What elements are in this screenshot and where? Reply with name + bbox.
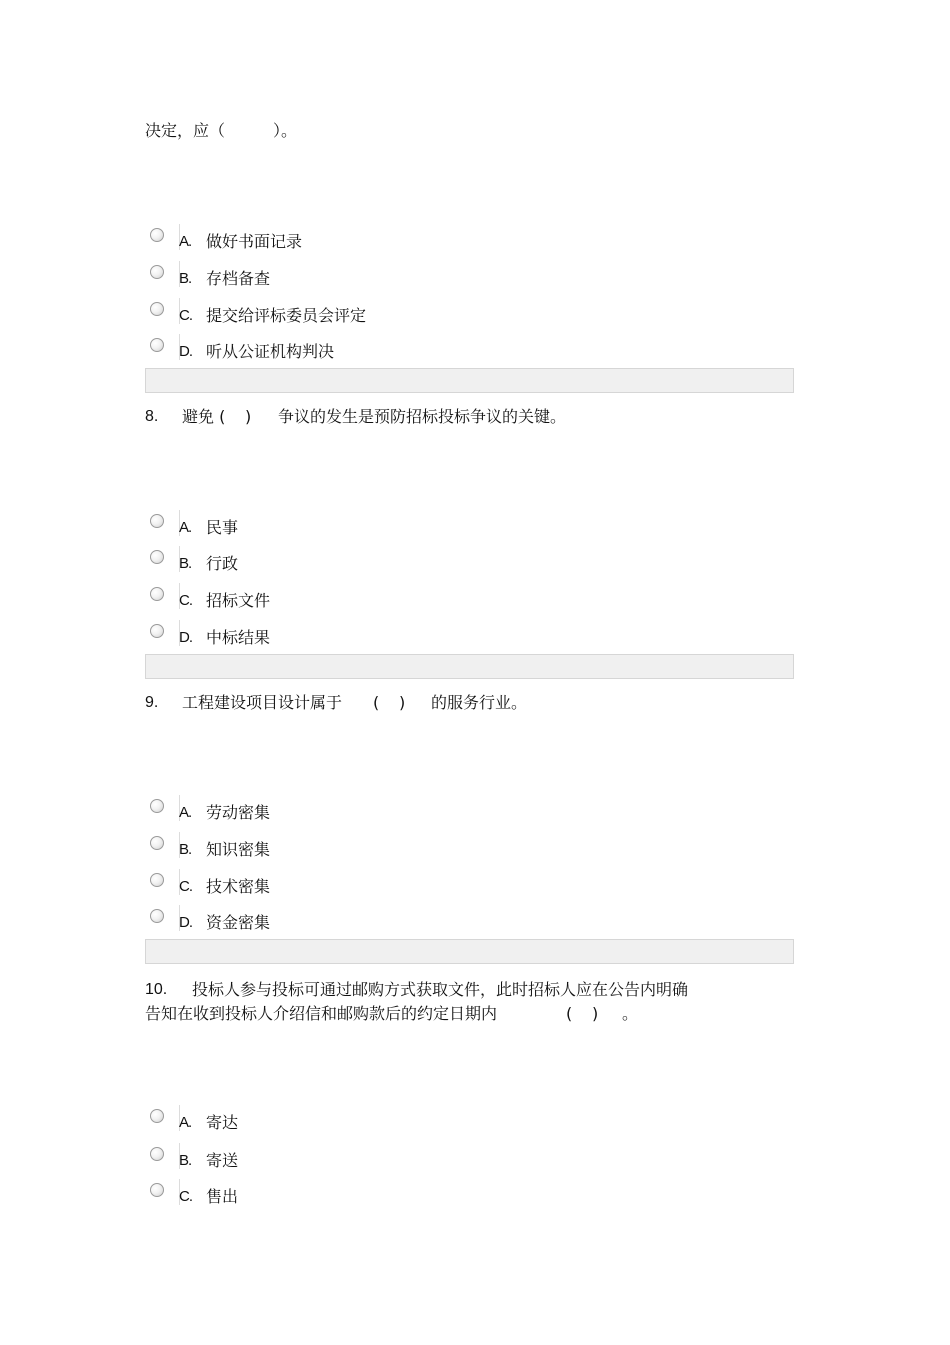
- radio-circle-icon: [150, 587, 164, 601]
- q7-option-c-radio[interactable]: [147, 298, 180, 324]
- q9-option-d-text: 资金密集: [206, 913, 271, 932]
- q8-stem-part-a: 避免 (: [182, 407, 226, 426]
- q8-option-a-letter: A.: [179, 519, 192, 536]
- radio-circle-icon: [150, 550, 164, 564]
- q8-option-d-radio[interactable]: [147, 620, 180, 646]
- q7-option-a-radio[interactable]: [147, 224, 180, 250]
- q9-option-b-letter: B.: [179, 841, 192, 858]
- q10-option-a-radio[interactable]: [147, 1105, 180, 1131]
- radio-circle-icon: [150, 836, 164, 850]
- radio-circle-icon: [150, 1109, 164, 1123]
- radio-circle-icon: [150, 514, 164, 528]
- q9-option-a-radio[interactable]: [147, 795, 180, 821]
- q8-option-a-radio[interactable]: [147, 510, 180, 536]
- q8-stem-part-b: ): [245, 407, 252, 426]
- q10-option-b-letter: B.: [179, 1152, 192, 1169]
- radio-circle-icon: [150, 873, 164, 887]
- radio-circle-icon: [150, 302, 164, 316]
- q7-option-a-text: 做好书面记录: [206, 232, 303, 251]
- radio-circle-icon: [150, 228, 164, 242]
- q10-stem-part-b: (: [566, 1004, 573, 1023]
- q10-option-c-letter: C.: [179, 1188, 192, 1205]
- question-separator: [145, 368, 794, 393]
- radio-circle-icon: [150, 265, 164, 279]
- q10-stem-part-d: 。: [622, 1004, 639, 1023]
- radio-circle-icon: [150, 338, 164, 352]
- q10-option-c-text: 售出: [206, 1187, 239, 1206]
- radio-circle-icon: [150, 1147, 164, 1161]
- q7-option-d-radio[interactable]: [147, 334, 180, 360]
- radio-circle-icon: [150, 909, 164, 923]
- q10-stem-line1: 投标人参与投标可通过邮购方式获取文件，此时招标人应在公告内明确: [192, 980, 689, 999]
- q9-option-b-text: 知识密集: [206, 840, 271, 859]
- q8-number: 8.: [145, 408, 159, 425]
- q7-option-b-text: 存档备查: [206, 269, 271, 288]
- question-separator: [145, 939, 794, 964]
- q9-number: 9.: [145, 694, 159, 711]
- q9-stem-part-a: 工程建设项目设计属于: [182, 693, 343, 712]
- q9-option-a-letter: A.: [179, 804, 192, 821]
- radio-circle-icon: [150, 799, 164, 813]
- q7-option-b-radio[interactable]: [147, 261, 180, 287]
- q8-option-c-letter: C.: [179, 592, 192, 609]
- q9-stem-part-d: 的服务行业。: [431, 693, 528, 712]
- q7-option-d-text: 听从公证机构判决: [206, 342, 335, 361]
- radio-circle-icon: [150, 1183, 164, 1197]
- q9-option-c-radio[interactable]: [147, 869, 180, 895]
- q9-option-a-text: 劳动密集: [206, 803, 271, 822]
- q8-stem-part-c: 争议的发生是预防招标投标争议的关键。: [278, 407, 567, 426]
- q8-option-b-letter: B.: [179, 555, 192, 572]
- q8-option-b-text: 行政: [206, 554, 239, 573]
- q9-option-c-letter: C.: [179, 878, 192, 895]
- q8-option-d-letter: D.: [179, 629, 192, 646]
- q8-option-a-text: 民事: [206, 518, 239, 537]
- q10-option-c-radio[interactable]: [147, 1179, 180, 1205]
- q10-stem-part-c: ): [592, 1004, 599, 1023]
- radio-circle-icon: [150, 624, 164, 638]
- q8-option-b-radio[interactable]: [147, 546, 180, 572]
- q7-stem-tail: 决定，应（ ）。: [145, 121, 298, 140]
- q10-option-a-letter: A.: [179, 1114, 192, 1131]
- q10-option-b-text: 寄送: [206, 1151, 239, 1170]
- q10-option-a-text: 寄达: [206, 1113, 239, 1132]
- q9-stem-part-b: (: [373, 693, 380, 712]
- q7-option-d-letter: D.: [179, 343, 192, 360]
- q9-option-d-letter: D.: [179, 914, 192, 931]
- q10-stem-line2: 告知在收到投标人介绍信和邮购款后的约定日期内: [145, 1004, 498, 1023]
- q9-option-c-text: 技术密集: [206, 877, 271, 896]
- q8-option-c-radio[interactable]: [147, 583, 180, 609]
- q10-number: 10.: [145, 981, 168, 998]
- q7-option-c-text: 提交给评标委员会评定: [206, 306, 367, 325]
- q7-option-c-letter: C.: [179, 307, 192, 324]
- q8-option-c-text: 招标文件: [206, 591, 271, 610]
- q8-option-d-text: 中标结果: [206, 628, 271, 647]
- q9-option-b-radio[interactable]: [147, 832, 180, 858]
- q9-option-d-radio[interactable]: [147, 905, 180, 931]
- q10-option-b-radio[interactable]: [147, 1143, 180, 1169]
- q7-option-a-letter: A.: [179, 233, 192, 250]
- question-separator: [145, 654, 794, 679]
- q7-option-b-letter: B.: [179, 270, 192, 287]
- q9-stem-part-c: ): [399, 693, 406, 712]
